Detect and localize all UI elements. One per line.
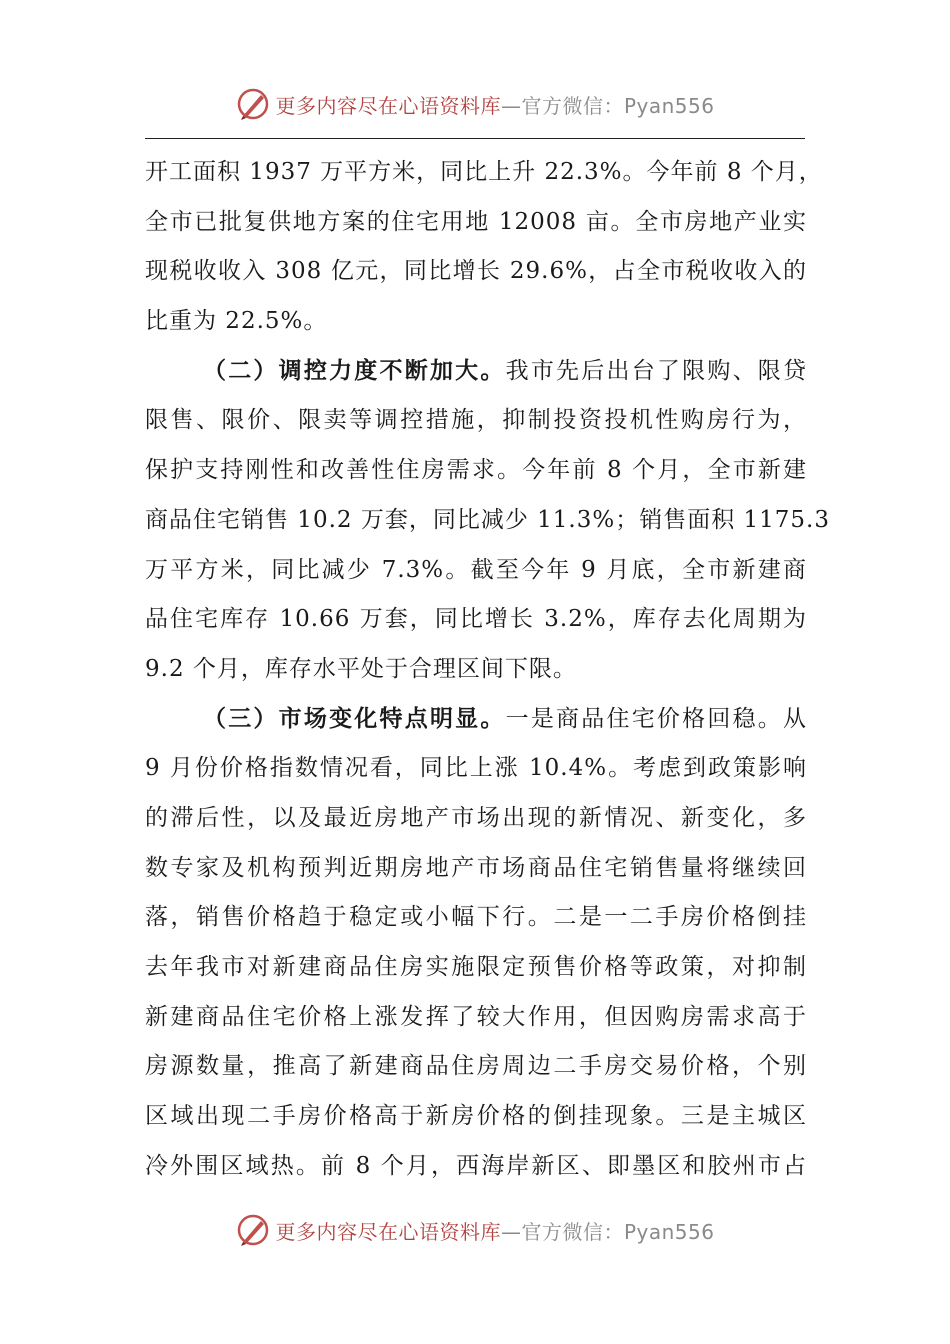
header-banner-text xyxy=(275,90,714,119)
text-line-5-heading-2: （二）调控力度不断加大。我市先后出台了限购、限贷 xyxy=(203,356,808,384)
text-line-18: 新建商品住宅价格上涨发挥了较大作用，但因购房需求高于 xyxy=(145,1003,807,1030)
text-line-15: 数专家及机构预判近期房地产市场商品住宅销售量将继续回 xyxy=(145,854,807,881)
banner-main: 更多内容尽在心语资料库 xyxy=(275,93,501,118)
text-line-17: 去年我市对新建商品住房实施限定预售价格等政策，对抑制 xyxy=(145,954,807,980)
text-line-2: 全市已批复供地方案的住宅用地 12008 亩。全市房地产业实 xyxy=(145,208,807,235)
footer-watermark xyxy=(0,1210,950,1250)
text-line-7: 保护支持刚性和改善性住房需求。今年前 8 个月，全市新建 xyxy=(145,457,807,484)
section-heading-3: （三）市场变化特点明显。 xyxy=(203,704,506,732)
text-line-10: 品住宅库存 10.66 万套，同比增长 3.2%，库存去化周期为 xyxy=(145,606,807,633)
text-line-16: 落，销售价格趋于稳定或小幅下行。二是一二手房价格倒挂 xyxy=(145,904,807,931)
text-line-19: 房源数量，推高了新建商品住房周边二手房交易价格，个别 xyxy=(145,1053,807,1080)
header-watermark xyxy=(0,84,950,124)
text-line-4: 比重为 22.5%。 xyxy=(145,308,328,335)
banner-suffix: 官方微信：Pyan556 xyxy=(521,93,715,118)
pen-logo-icon xyxy=(235,1212,271,1248)
text-line-12-heading-3: （三）市场变化特点明显。一是商品住宅价格回稳。从 xyxy=(203,704,808,732)
text-line-14: 的滞后性，以及最近房地产市场出现的新情况、新变化，多 xyxy=(145,804,807,831)
banner-suffix: 官方微信：Pyan556 xyxy=(521,1219,715,1244)
text-line-13: 9 月份价格指数情况看，同比上涨 10.4%。考虑到政策影响 xyxy=(145,755,807,782)
banner-dash: — xyxy=(500,1219,522,1244)
text-line-8: 商品住宅销售 10.2 万套，同比减少 11.3%；销售面积 1175.3 xyxy=(145,506,830,533)
document-body xyxy=(145,147,830,1190)
header-rule xyxy=(145,138,805,139)
text-line-11: 9.2 个月，库存水平处于合理区间下限。 xyxy=(145,655,577,682)
text-line-6: 限售、限价、限卖等调控措施，抑制投资投机性购房行为， xyxy=(145,407,807,434)
pen-logo-icon xyxy=(235,86,271,122)
banner-dash: — xyxy=(500,93,522,118)
text-line-20: 区域出现二手房价格高于新房价格的倒挂现象。三是主城区 xyxy=(145,1103,807,1130)
text-line-9: 万平方米，同比减少 7.3%。截至今年 9 月底，全市新建商 xyxy=(145,556,807,583)
text-line-3: 现税收收入 308 亿元，同比增长 29.6%，占全市税收收入的 xyxy=(145,258,807,285)
footer-banner-text xyxy=(275,1216,714,1245)
text-line-21: 冷外围区域热。前 8 个月，西海岸新区、即墨区和胶州市占 xyxy=(145,1152,807,1179)
section-heading-2: （二）调控力度不断加大。 xyxy=(203,356,506,384)
text-line-1: 开工面积 1937 万平方米，同比上升 22.3%。今年前 8 个月， xyxy=(145,159,823,185)
banner-main: 更多内容尽在心语资料库 xyxy=(275,1219,501,1244)
